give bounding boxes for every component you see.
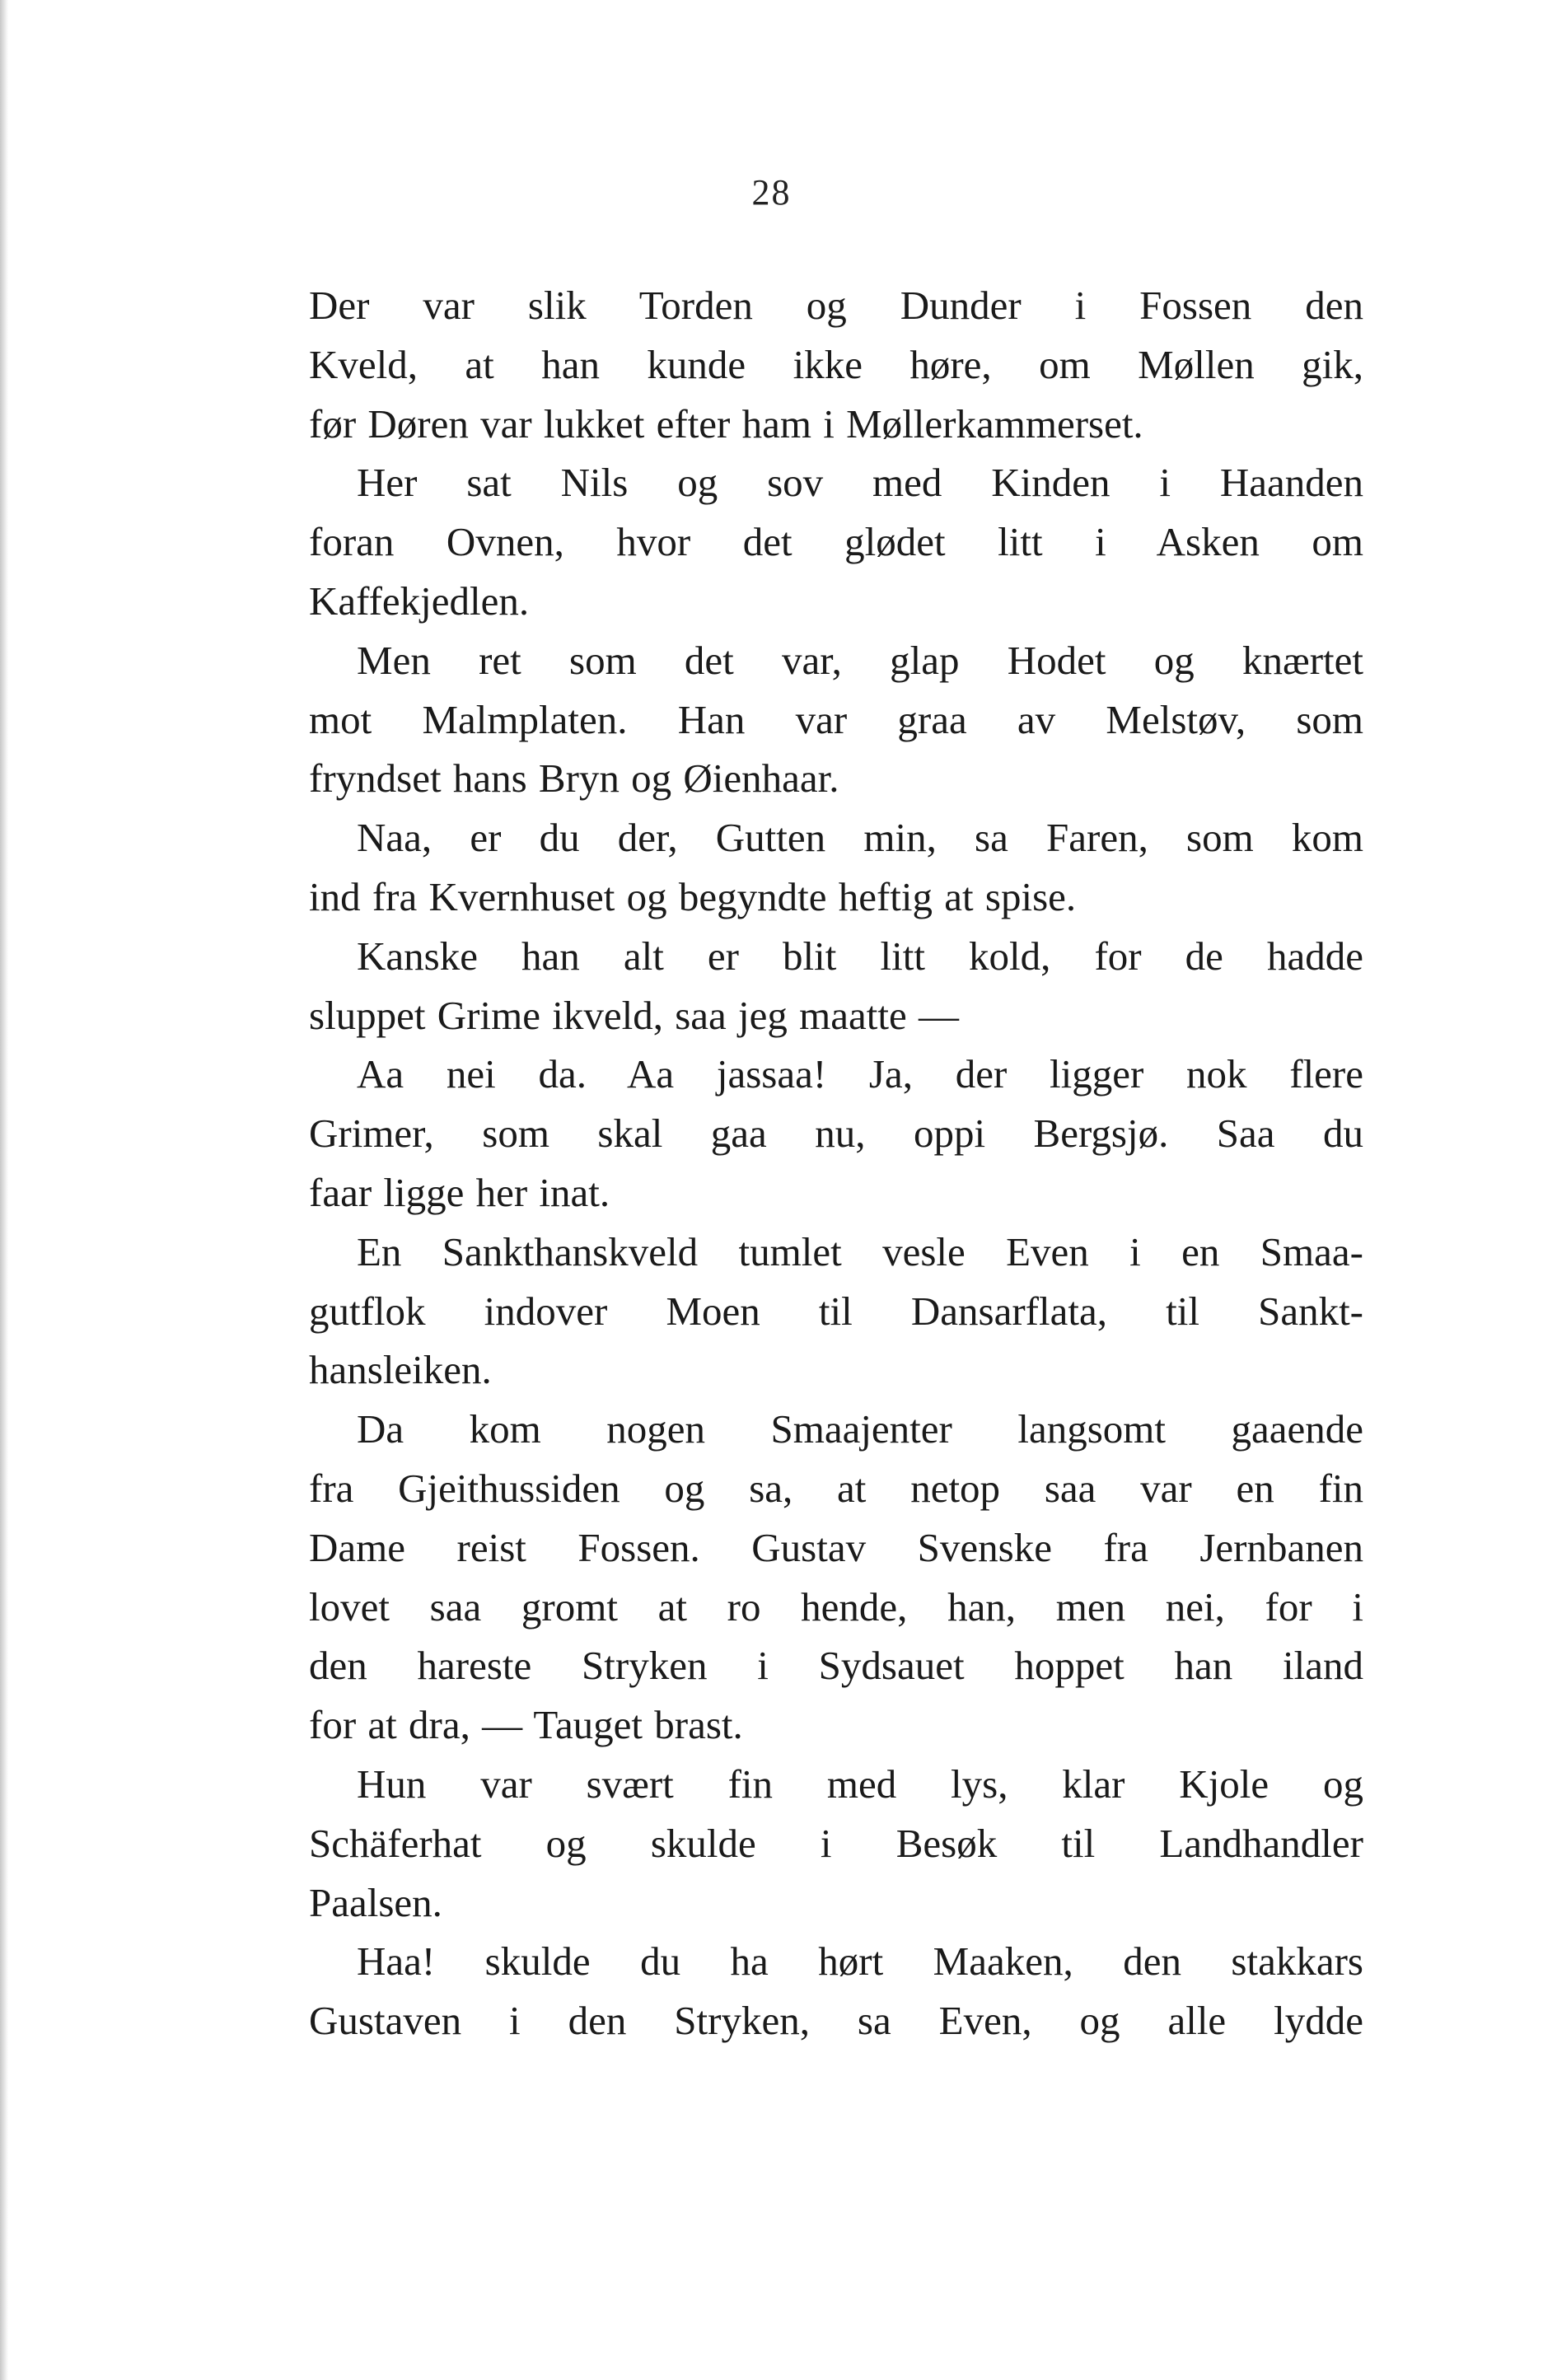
text-line: Naa, er du der, Gutten min, sa Faren, som kom (357, 815, 1363, 861)
text-line: Kanske han alt er blit litt kold, for de hadde (357, 933, 1363, 979)
text-line: for at dra, — Tauget brast. (309, 1702, 743, 1748)
text-line: Grimer, som skal gaa nu, oppi Bergsjø. Saa du (309, 1111, 1363, 1157)
text-line: Her sat Nils og sov med Kinden i Haanden (357, 460, 1363, 506)
text-line: lovet saa gromt at ro hende, han, men nei, for i (309, 1583, 1363, 1630)
text-line: mot Malmplaten. Han var graa av Melstøv, som (309, 696, 1363, 742)
text-line: Dame reist Fossen. Gustav Svenske fra Jernbanen (309, 1524, 1363, 1570)
text-line: hansleiken. (309, 1347, 492, 1393)
text-line: Kveld, at han kunde ikke høre, om Møllen gik, (309, 341, 1363, 387)
text-line: Gustaven i den Stryken, sa Even, og alle lydde (309, 1998, 1363, 2044)
text-line: Schäferhat og skulde i Besøk til Landhandler (309, 1820, 1363, 1866)
text-line: fra Gjeithussiden og sa, at netop saa var en fin (309, 1465, 1363, 1511)
text-line: Kaffekjedlen. (309, 577, 530, 624)
text-line: faar ligge her inat. (309, 1169, 610, 1215)
text-line: foran Ovnen, hvor det glødet litt i Asken om (309, 519, 1363, 565)
text-line: Aa nei da. Aa jassaa! Ja, der ligger nok flere (357, 1051, 1363, 1097)
text-line: ind fra Kvernhuset og begyndte heftig at spise. (309, 873, 1077, 919)
text-line: før Døren var lukket efter ham i Møllerkammerset. (309, 400, 1143, 447)
text-line: den hareste Stryken i Sydsauet hoppet han iland (309, 1643, 1363, 1689)
page-edge-shadow (0, 0, 8, 2380)
body-text (309, 276, 1363, 2050)
text-line: sluppet Grime ikveld, saa jeg maatte — (309, 992, 959, 1038)
text-line: Der var slik Torden og Dunder i Fossen den (309, 283, 1363, 328)
text-line: En Sankthanskveld tumlet vesle Even i en Smaa- (357, 1228, 1363, 1274)
text-line: Paalsen. (309, 1879, 442, 1925)
page-number: 28 (751, 172, 792, 213)
text-line: Da kom nogen Smaajenter langsomt gaaende (357, 1406, 1363, 1452)
text-line: gutflok indover Moen til Dansarflata, til Sankt- (309, 1288, 1363, 1334)
text-line: Haa! skulde du ha hørt Maaken, den stakkars (357, 1938, 1363, 1985)
text-line: Men ret som det var, glap Hodet og knærtet (357, 637, 1363, 683)
text-line: fryndset hans Bryn og Øienhaar. (309, 755, 839, 802)
text-line: Hun var svært fin med lys, klar Kjole og (357, 1760, 1363, 1807)
